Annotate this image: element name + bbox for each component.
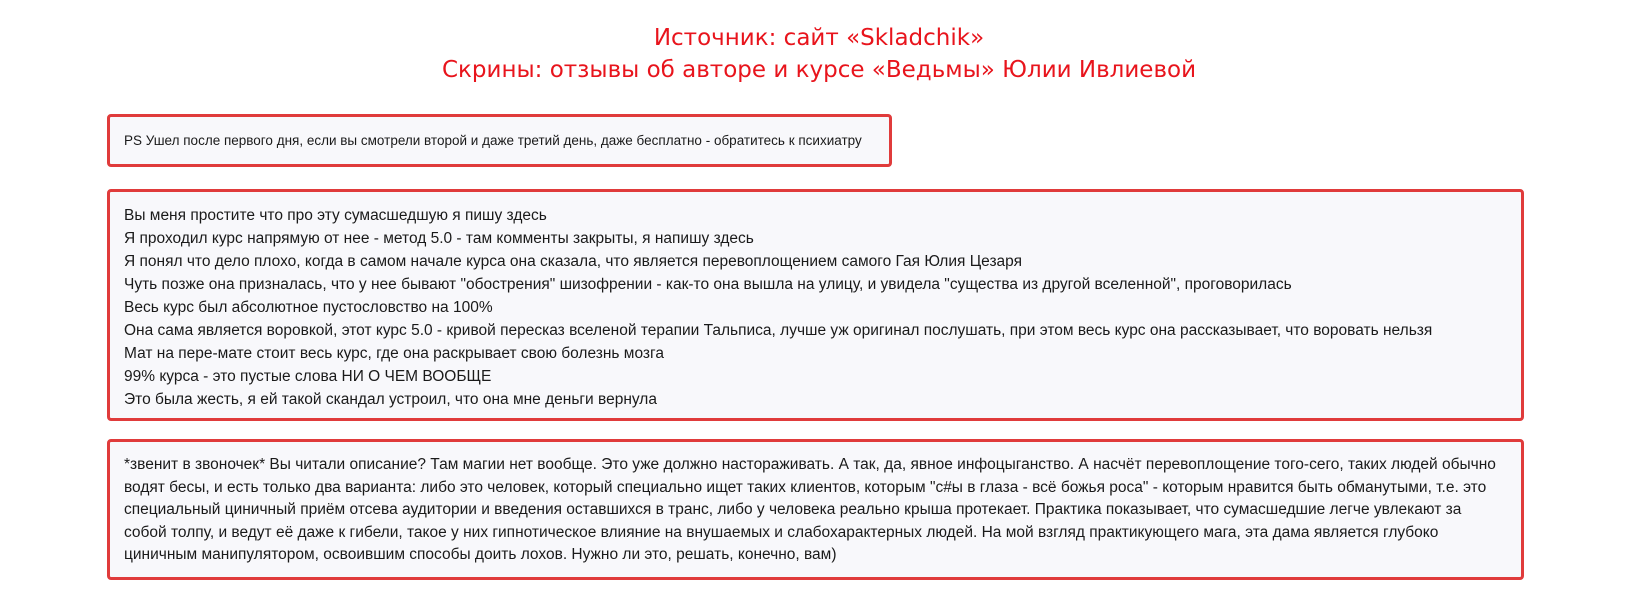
ps-note-box (107, 114, 892, 167)
review-line: Это была жесть, я ей такой скандал устроил, что она мне деньги вернула (124, 391, 657, 408)
source-title: Источник: сайт «Skladchik» (653, 25, 985, 51)
review-line: Я проходил курс напрямую от нее - метод 5.0 - там комменты закрыты, я напишу здесь (124, 230, 754, 247)
page-header (0, 22, 1638, 86)
review-line: Мат на пере-мате стоит весь курс, где она раскрывает свою болезнь мозга (124, 345, 664, 362)
screens-subtitle: Скрины: отзывы об авторе и курсе «Ведьмы» Юлии Ивлиевой (441, 57, 1197, 83)
comment-box (107, 439, 1524, 580)
review-line: 99% курса - это пустые слова НИ О ЧЕМ ВООБЩЕ (124, 368, 492, 385)
review-line: Вы меня простите что про эту сумасшедшую я пишу здесь (124, 207, 547, 224)
review-box (107, 189, 1524, 421)
review-line: Я понял что дело плохо, когда в самом начале курса она сказала, что является перевоплощением самого Гая Юлия Цезаря (124, 253, 1023, 270)
comment-text: *звенит в звоночек* Вы читали описание? Там магии нет вообще. Это уже должно настораживать. А так, да, явное инфоцыганство. А насчёт перевоплощение того-сего, таких людей обычно водят бесы, и есть только два варианта: либо это человек, который специально ищет таких клиентов, которым "с#ы в глаза - всё божья роса" - которым нравится быть обманутыми, т.е. это специальный циничный приём отсева аудитории и введения оставшихся в транс, либо у человека реально крыша протекает. Практика показывает, что сумасшедшие легче увлекают за собой толпу, и ведут её даже к гибели, такое у них гипнотическое влияние на внушаемых и слабохарактерных людей. На мой взгляд практикующего мага, эта дама является глубоко циничным манипулятором, освоившим способы доить лохов. Нужно ли это, решать, конечно, вам) (124, 456, 1496, 563)
ps-note-text: PS Ушел после первого дня, если вы смотрели второй и даже третий день, даже бесплатно - обратитесь к психиатру (124, 133, 862, 148)
review-line: Весь курс был абсолютное пустословство на 100% (124, 299, 493, 316)
review-line: Она сама является воровкой, этот курс 5.0 - кривой пересказ вселеной терапии Тальписа, лучше уж оригинал послушать, при этом весь курс она рассказывает, что воровать нельзя (124, 322, 1433, 339)
review-line: Чуть позже она призналась, что у нее бывают "обострения" шизофрении - как-то она вышла на улицу, и увидела "существа из другой вселенной", проговорилась (124, 276, 1292, 293)
